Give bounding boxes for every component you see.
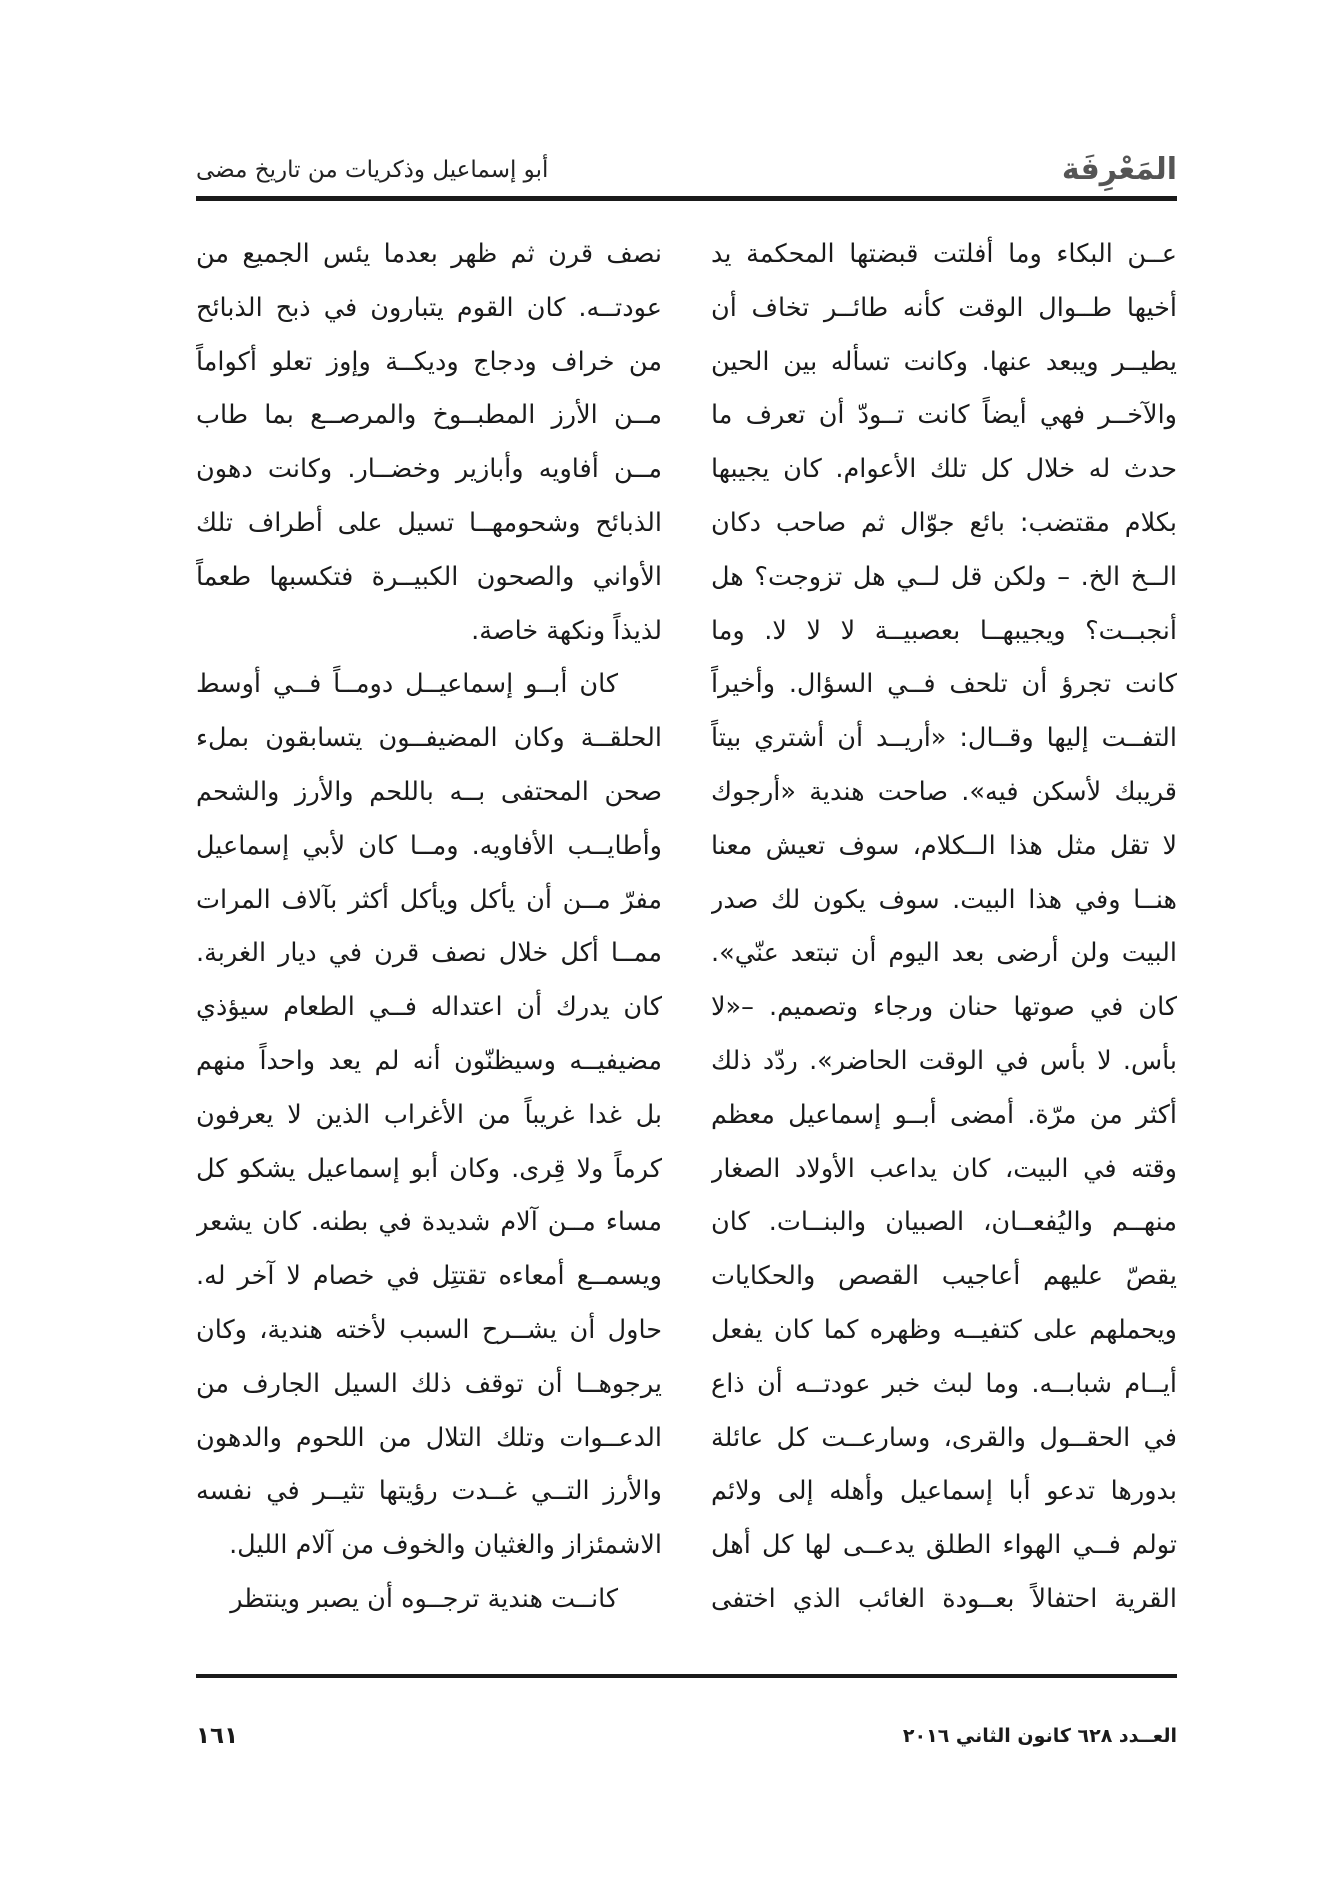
text-line: منهــم واليُفعــان، الصبيان والبنــات. كان — [711, 1207, 1177, 1238]
footer-rule — [196, 1674, 1177, 1678]
text-line: نصف قرن ثم ظهر بعدما يئس الجميع من — [196, 239, 662, 269]
issue-info: العــدد ٦٢٨ كانون الثاني ٢٠١٦ — [902, 1725, 1177, 1747]
text-line: من خراف ودجاج وديكــة وإوز تعلو أكواماً — [196, 346, 662, 377]
magazine-logo: المَعْرِفَة — [1061, 152, 1177, 187]
text-line: الأواني والصحون الكبيــرة فتكسبها طعماً — [196, 561, 662, 592]
text-line: الدعــوات وتلك التلال من اللحوم والدهون — [196, 1422, 662, 1453]
text-line: كانت تجرؤ أن تلحف فــي السؤال. وأخيراً — [711, 669, 1177, 700]
text-line: والأرز التــي غــدت رؤيتها تثيــر في نفسه — [196, 1476, 662, 1507]
text-line: في الحقــول والقرى، وسارعــت كل عائلة — [711, 1422, 1177, 1453]
paragraph-start-line: كانــت هندية ترجــوه أن يصبر وينتظر — [230, 1583, 618, 1614]
text-line: أخيها طــوال الوقت كأنه طائــر تخاف أن — [711, 292, 1177, 323]
paragraph-end-line: لذيذاً ونكهة خاصة. — [471, 615, 662, 646]
text-line: كرماً ولا قِرى. وكان أبو إسماعيل يشكو كل — [196, 1153, 662, 1184]
text-line: عــن البكاء وما أفلتت قبضتها المحكمة يد — [711, 239, 1177, 269]
text-line: أيــام شبابــه. وما لبث خبر عودتــه أن ذاع — [711, 1368, 1177, 1399]
text-line: لا تقل مثل هذا الــكلام، سوف تعيش معنا — [711, 830, 1177, 861]
text-line: القرية احتفالاً بعــودة الغائب الذي اختفى — [711, 1583, 1177, 1614]
text-line: حاول أن يشــرح السبب لأخته هندية، وكان — [196, 1314, 662, 1345]
text-line: الذبائح وشحومهــا تسيل على أطراف تلك — [196, 507, 662, 538]
text-line: مــن أفاويه وأبازير وخضــار. وكانت دهون — [196, 454, 662, 485]
paragraph-start-line: كان أبــو إسماعيــل دومــاً فــي أوسط — [196, 669, 618, 700]
text-line: مفرّ مــن أن يأكل ويأكل أكثر بآلاف المرات — [196, 884, 662, 915]
text-line: يرجوهــا أن توقف ذلك السيل الجارف من — [196, 1368, 662, 1399]
text-line: يقصّ عليهم أعاجيب القصص والحكايات — [711, 1261, 1177, 1292]
text-line: التفــت إليها وقــال: «أريــد أن أشتري بيتاً — [711, 723, 1177, 754]
text-line: وأطايــب الأفاويه. ومــا كان لأبي إسماعيل — [196, 830, 662, 861]
text-line: مضيفيــه وسيظنّون أنه لم يعد واحداً منهم — [196, 1045, 662, 1076]
page-header — [196, 150, 1177, 190]
text-line: مــن الأرز المطبــوخ والمرصــع بما طاب — [196, 400, 662, 431]
text-line: مساء مــن آلام شديدة في بطنه. كان يشعر — [196, 1207, 662, 1238]
text-line: والآخــر فهي أيضاً كانت تــودّ أن تعرف ما — [711, 400, 1177, 431]
text-line: يطيــر ويبعد عنها. وكانت تسأله بين الحين — [711, 346, 1177, 377]
text-line: ممــا أكل خلال نصف قرن في ديار الغربة. — [196, 938, 662, 969]
text-line: أكثر من مرّة. أمضى أبــو إسماعيل معظم — [711, 1099, 1177, 1130]
text-column-left — [196, 228, 662, 1627]
text-line: كان في صوتها حنان ورجاء وتصميم. –«لا — [711, 992, 1177, 1023]
page-number: ١٦١ — [196, 1723, 239, 1749]
page-footer — [196, 1716, 1177, 1756]
text-line: حدث له خلال كل تلك الأعوام. كان يجيبها — [711, 454, 1177, 485]
text-line: الحلقــة وكان المضيفــون يتسابقون بملء — [196, 723, 662, 754]
running-title: أبو إسماعيل وذكريات من تاريخ مضى — [196, 157, 549, 183]
text-line: بل غدا غريباً من الأغراب الذين لا يعرفون — [196, 1099, 662, 1130]
text-column-right — [711, 228, 1177, 1627]
text-line: ويحملهم على كتفيــه وظهره كما كان يفعل — [711, 1314, 1177, 1345]
text-line: أنجبــت؟ ويجيبهــا بعصبيــة لا لا لا. وما — [711, 615, 1177, 646]
text-line: قريبك لأسكن فيه». صاحت هندية «أرجوك — [711, 776, 1177, 807]
text-line: عودتــه. كان القوم يتبارون في ذبح الذبائح — [196, 292, 662, 323]
text-line: وقته في البيت، كان يداعب الأولاد الصغار — [711, 1153, 1177, 1184]
text-line: تولم فــي الهواء الطلق يدعــى لها كل أهل — [711, 1530, 1177, 1561]
paragraph-end-line: الاشمئزاز والغثيان والخوف من آلام الليل. — [229, 1530, 662, 1561]
text-line: الــخ الخ. – ولكن قل لــي هل تزوجت؟ هل — [711, 561, 1177, 592]
text-line: بأس. لا بأس في الوقت الحاضر». ردّد ذلك — [711, 1045, 1177, 1076]
text-line: بكلام مقتضب: بائع جوّال ثم صاحب دكان — [711, 507, 1177, 538]
text-line: ويسمــع أمعاءه تقتتِل في خصام لا آخر له. — [196, 1261, 662, 1292]
text-line: هنــا وفي هذا البيت. سوف يكون لك صدر — [711, 884, 1177, 915]
text-line: صحن المحتفى بــه باللحم والأرز والشحم — [196, 776, 662, 807]
header-rule — [196, 196, 1177, 201]
text-line: البيت ولن أرضى بعد اليوم أن تبتعد عنّي». — [711, 938, 1177, 969]
text-line: بدورها تدعو أبا إسماعيل وأهله إلى ولائم — [711, 1476, 1177, 1507]
text-line: كان يدرك أن اعتداله فــي الطعام سيؤذي — [196, 992, 662, 1023]
